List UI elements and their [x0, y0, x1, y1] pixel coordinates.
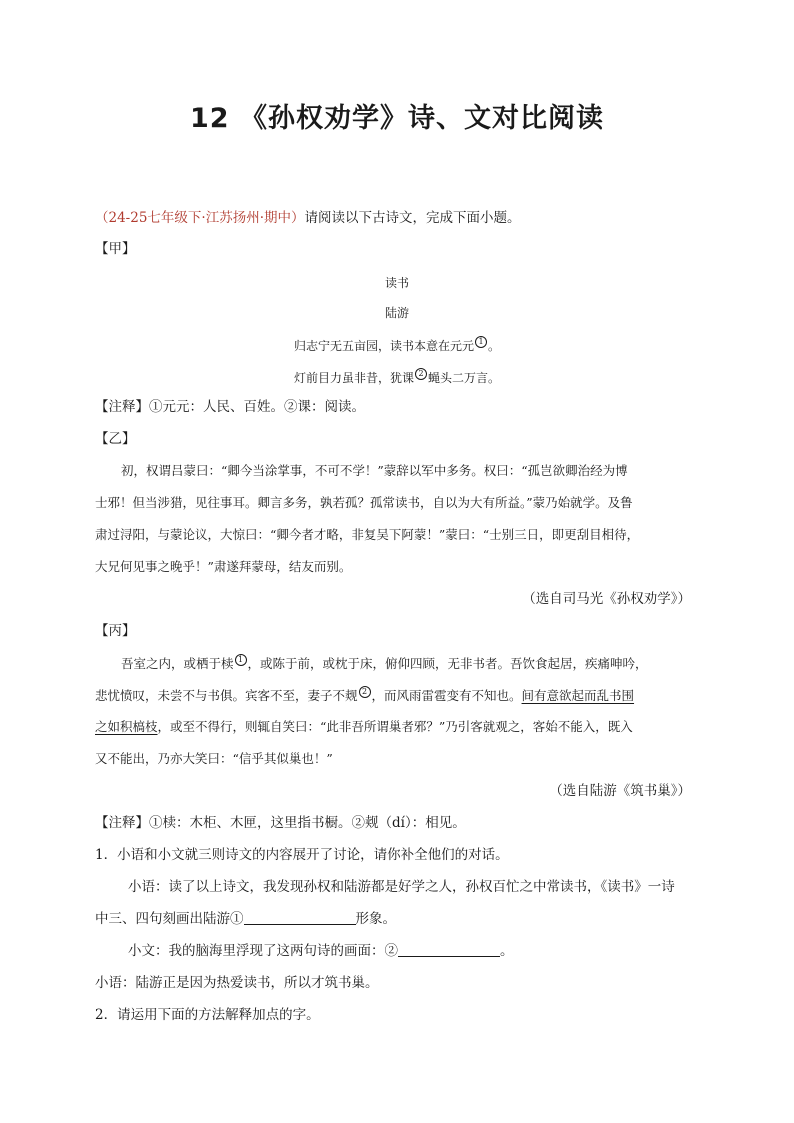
dialogue-line: [128, 942, 514, 960]
bing-line-4: 又不能出，乃亦大笑曰：“信乎其似巢也！”: [95, 751, 333, 766]
bing-line-1: [121, 654, 648, 673]
dialogue-text: 中三、四句刻画出陆游①: [95, 911, 244, 927]
bing-text: ，而风雨雷雹变有不知也。: [371, 688, 522, 703]
yi-line: 肃过浔阳，与蒙论议，大惊曰：“卿今者才略，非复吴下阿蒙！”蒙曰：“士别三日，即更刮目相待，: [95, 527, 640, 542]
dialogue-text: 。: [500, 943, 514, 959]
bing-line-3: [95, 718, 633, 736]
question-2-stem: 2．请运用下面的方法解释加点的字。: [95, 1007, 320, 1023]
intro-text: 请阅读以下古诗文，完成下面小题。: [304, 210, 521, 226]
bing-text: ，或至不得行，则辄自笑曰：“此非吾所谓巢者邪？”乃引客就观之，客始不能入，既入: [157, 719, 633, 734]
footnote-mark: 1: [235, 654, 247, 666]
section-jia-label: 【甲】: [95, 241, 136, 257]
bing-line-2: [95, 686, 634, 705]
poem-author: 陆游: [384, 306, 409, 320]
poem-line-2-text: 灯前目力虽非昔，犹课: [293, 371, 414, 385]
footnote-mark: 2: [415, 368, 427, 380]
poem-line-1-end: 。: [488, 339, 501, 353]
bing-text: 悲忧愤叹，未尝不与书俱。宾客不至，妻子不觌: [95, 688, 358, 703]
yi-line: 士邪！但当涉猎，见往事耳。卿言多务，孰若孤？孤常读书，自以为大有所益。”蒙乃始就学。及鲁: [95, 495, 633, 510]
yi-line: 大兄何见事之晚乎！”肃遂拜蒙母，结友而别。: [95, 559, 352, 574]
dialogue-line: 小语：读了以上诗文，我发现孙权和陆游都是好学之人，孙权百忙之中常读书，《读书》一诗: [128, 879, 675, 895]
footnote-mark: 2: [359, 686, 371, 698]
underlined-sentence: 之如积槁枝: [95, 719, 158, 734]
poem-line-1-text: 归志宁无五亩园，读书本意在元元: [293, 339, 474, 353]
section-bing-label: 【丙】: [95, 623, 136, 639]
underlined-sentence: 间有意欲起而乱书围: [521, 688, 635, 703]
answer-blank-2[interactable]: [398, 942, 500, 957]
intro-line: [95, 209, 521, 227]
dialogue-line: 小语：陆游正是因为热爱读书，所以才筑书巢。: [95, 975, 379, 991]
bing-note: 【注释】①椟：木柜、木匣，这里指书橱。②觌（dí）：相见。: [95, 815, 466, 831]
bing-text: ，或陈于前，或枕于床，俯仰四顾，无非书者。吾饮食起居，疾痛呻吟，: [247, 656, 648, 671]
bing-source: （选自陆游《筑书巢》）: [549, 783, 691, 799]
page-title: 12 《孙权劝学》诗、文对比阅读: [190, 103, 604, 134]
dialogue-text: 形象。: [355, 911, 396, 927]
question-source: （24-25七年级下·江苏扬州·期中）: [95, 210, 305, 226]
section-yi-label: 【乙】: [95, 431, 136, 447]
poem-line-1: [0, 336, 794, 355]
dialogue-line: [95, 910, 396, 928]
answer-blank-1[interactable]: [244, 910, 356, 925]
jia-note: 【注释】①元元：人民、百姓。②课：阅读。: [95, 399, 365, 415]
bing-text: 吾室之内，或栖于椟: [121, 656, 234, 671]
question-1-stem: 1．小语和小文就三则诗文的内容展开了讨论，请你补全他们的对话。: [95, 847, 509, 863]
poem-title: 读书: [384, 276, 409, 290]
yi-source: （选自司马光《孙权劝学》）: [522, 591, 691, 607]
poem-line-2: [0, 368, 794, 387]
dialogue-text: 小文：我的脑海里浮现了这两句诗的画面：②: [128, 943, 398, 959]
yi-line: 初，权谓吕蒙曰：“卿今当涂掌事，不可不学！”蒙辞以军中多务。权曰：“孤岂欲卿治经为博: [121, 463, 628, 478]
poem-line-2-end: 蝇头二万言。: [428, 371, 501, 385]
footnote-mark: 1: [475, 336, 487, 348]
